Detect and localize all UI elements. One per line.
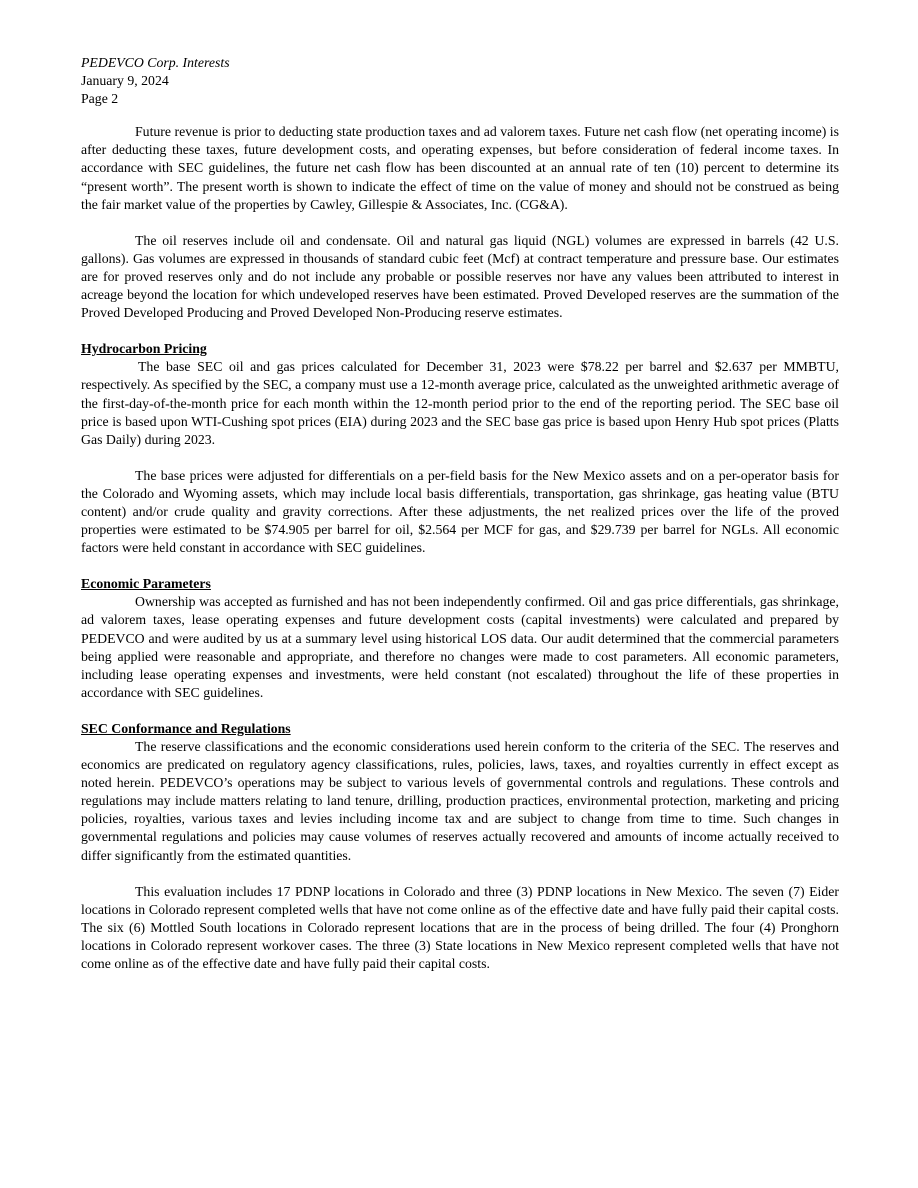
sec-conformance-paragraph-1: The reserve classifications and the economic considerations used herein conform to the criteria of the SEC. The reserves and economics are predicated on regulatory agency classifications, rules, policies, laws, taxes, and royalties currently in effect except as noted herein. PEDEVCO’s operations may be subject to various levels of governmental controls and regulations. These controls and regulations may include matters relating to land tenure, drilling, production practices, environmental protection, marketing and pricing policies, royalties, various taxes and levies including income tax and are subject to change from time to time. Such changes in governmental regulations and policies may cause volumes of reserves actually recovered and amounts of income actually received to differ significantly from the estimated quantities. <box>81 739 839 863</box>
sec-conformance-paragraph-2: This evaluation includes 17 PDNP locations in Colorado and three (3) PDNP locations in New Mexico. The seven (7) Eider locations in Colorado represent completed wells that have not come online as of the effective date and have fully paid their capital costs. The six (6) Mottled South locations in Colorado represent locations that are in the process of being drilled. The four (4) Pronghorn locations in Colorado represent workover cases. The three (3) State locations in New Mexico represent completed wells that have not come online as of the effective date and have fully paid their capital costs. <box>81 883 839 972</box>
page-number: Page 2 <box>81 91 119 107</box>
intro-paragraph-2: The oil reserves include oil and condensate. Oil and natural gas liquid (NGL) volumes are expressed in barrels (42 U.S. gallons). Gas volumes are expressed in thousands of standard cubic feet (Mcf) at contract temperature and pressure base. Our estimates are for proved reserves only and do not include any probable or possible reserves nor have any values been attributed to interest in acreage beyond the location for which undeveloped reserves have been estimated. Proved Developed reserves are the summation of the Proved Developed Producing and Proved Developed Non-Producing reserve estimates. <box>81 232 839 321</box>
hydrocarbon-pricing-paragraph-1: The base SEC oil and gas prices calculated for December 31, 2023 were $78.22 per barrel and $2.637 per MMBTU, respectively. As specified by the SEC, a company must use a 12-month average price, calculated as the unweighted arithmetic average of the first-day-of-the-month price for each month within the 12-month period prior to the end of the reporting period. The SEC base oil price is based upon WTI-Cushing spot prices (EIA) during 2023 and the SEC base gas price is based upon Henry Hub spot prices (Platts Gas Daily) during 2023. <box>81 359 839 447</box>
document-page <box>81 54 839 973</box>
economic-parameters-paragraph-1: Ownership was accepted as furnished and has not been independently confirmed. Oil and gas price differentials, gas shrinkage, ad valorem taxes, lease operating expenses and future development costs (capital investments) were calculated and prepared by PEDEVCO and were audited by us at a summary level using historical LOS data. Our audit determined that the commercial parameters being applied were reasonable and appropriate, and therefore no changes were made to cost parameters. All economic parameters, including lease operating expenses and investments, were held constant (not escalated) throughout the life of these properties in accordance with SEC guidelines. <box>81 594 839 700</box>
hydrocarbon-pricing-paragraph-2: The base prices were adjusted for differentials on a per-field basis for the New Mexico assets and on a per-operator basis for the Colorado and Wyoming assets, which may include local basis differentials, transportation, gas shrinkage, gas heating value (BTU content) and/or crude quality and gravity corrections. After these adjustments, the net realized prices over the life of the proved properties were estimated to be $74.905 per barrel for oil, $2.564 per MCF for gas, and $29.739 per barrel for NGLs. All economic factors were held constant in accordance with SEC guidelines. <box>81 467 839 556</box>
company-name: PEDEVCO Corp. Interests <box>81 55 230 70</box>
letter-date: January 9, 2024 <box>81 73 169 89</box>
economic-parameters-heading: Economic Parameters <box>81 576 211 592</box>
hydrocarbon-pricing-heading: Hydrocarbon Pricing <box>81 341 207 357</box>
letter-header <box>81 54 839 108</box>
intro-paragraph-1: Future revenue is prior to deducting state production taxes and ad valorem taxes. Future net cash flow (net operating income) is after deducting these taxes, future development costs, and operating expenses, but before consideration of federal income taxes. In accordance with SEC guidelines, the future net cash flow has been discounted at an annual rate of ten (10) percent to determine its “present worth”. The present worth is shown to indicate the effect of time on the value of money and should not be construed as being the fair market value of the properties by Cawley, Gillespie & Associates, Inc. (CG&A). <box>81 124 839 212</box>
sec-conformance-heading: SEC Conformance and Regulations <box>81 720 291 736</box>
